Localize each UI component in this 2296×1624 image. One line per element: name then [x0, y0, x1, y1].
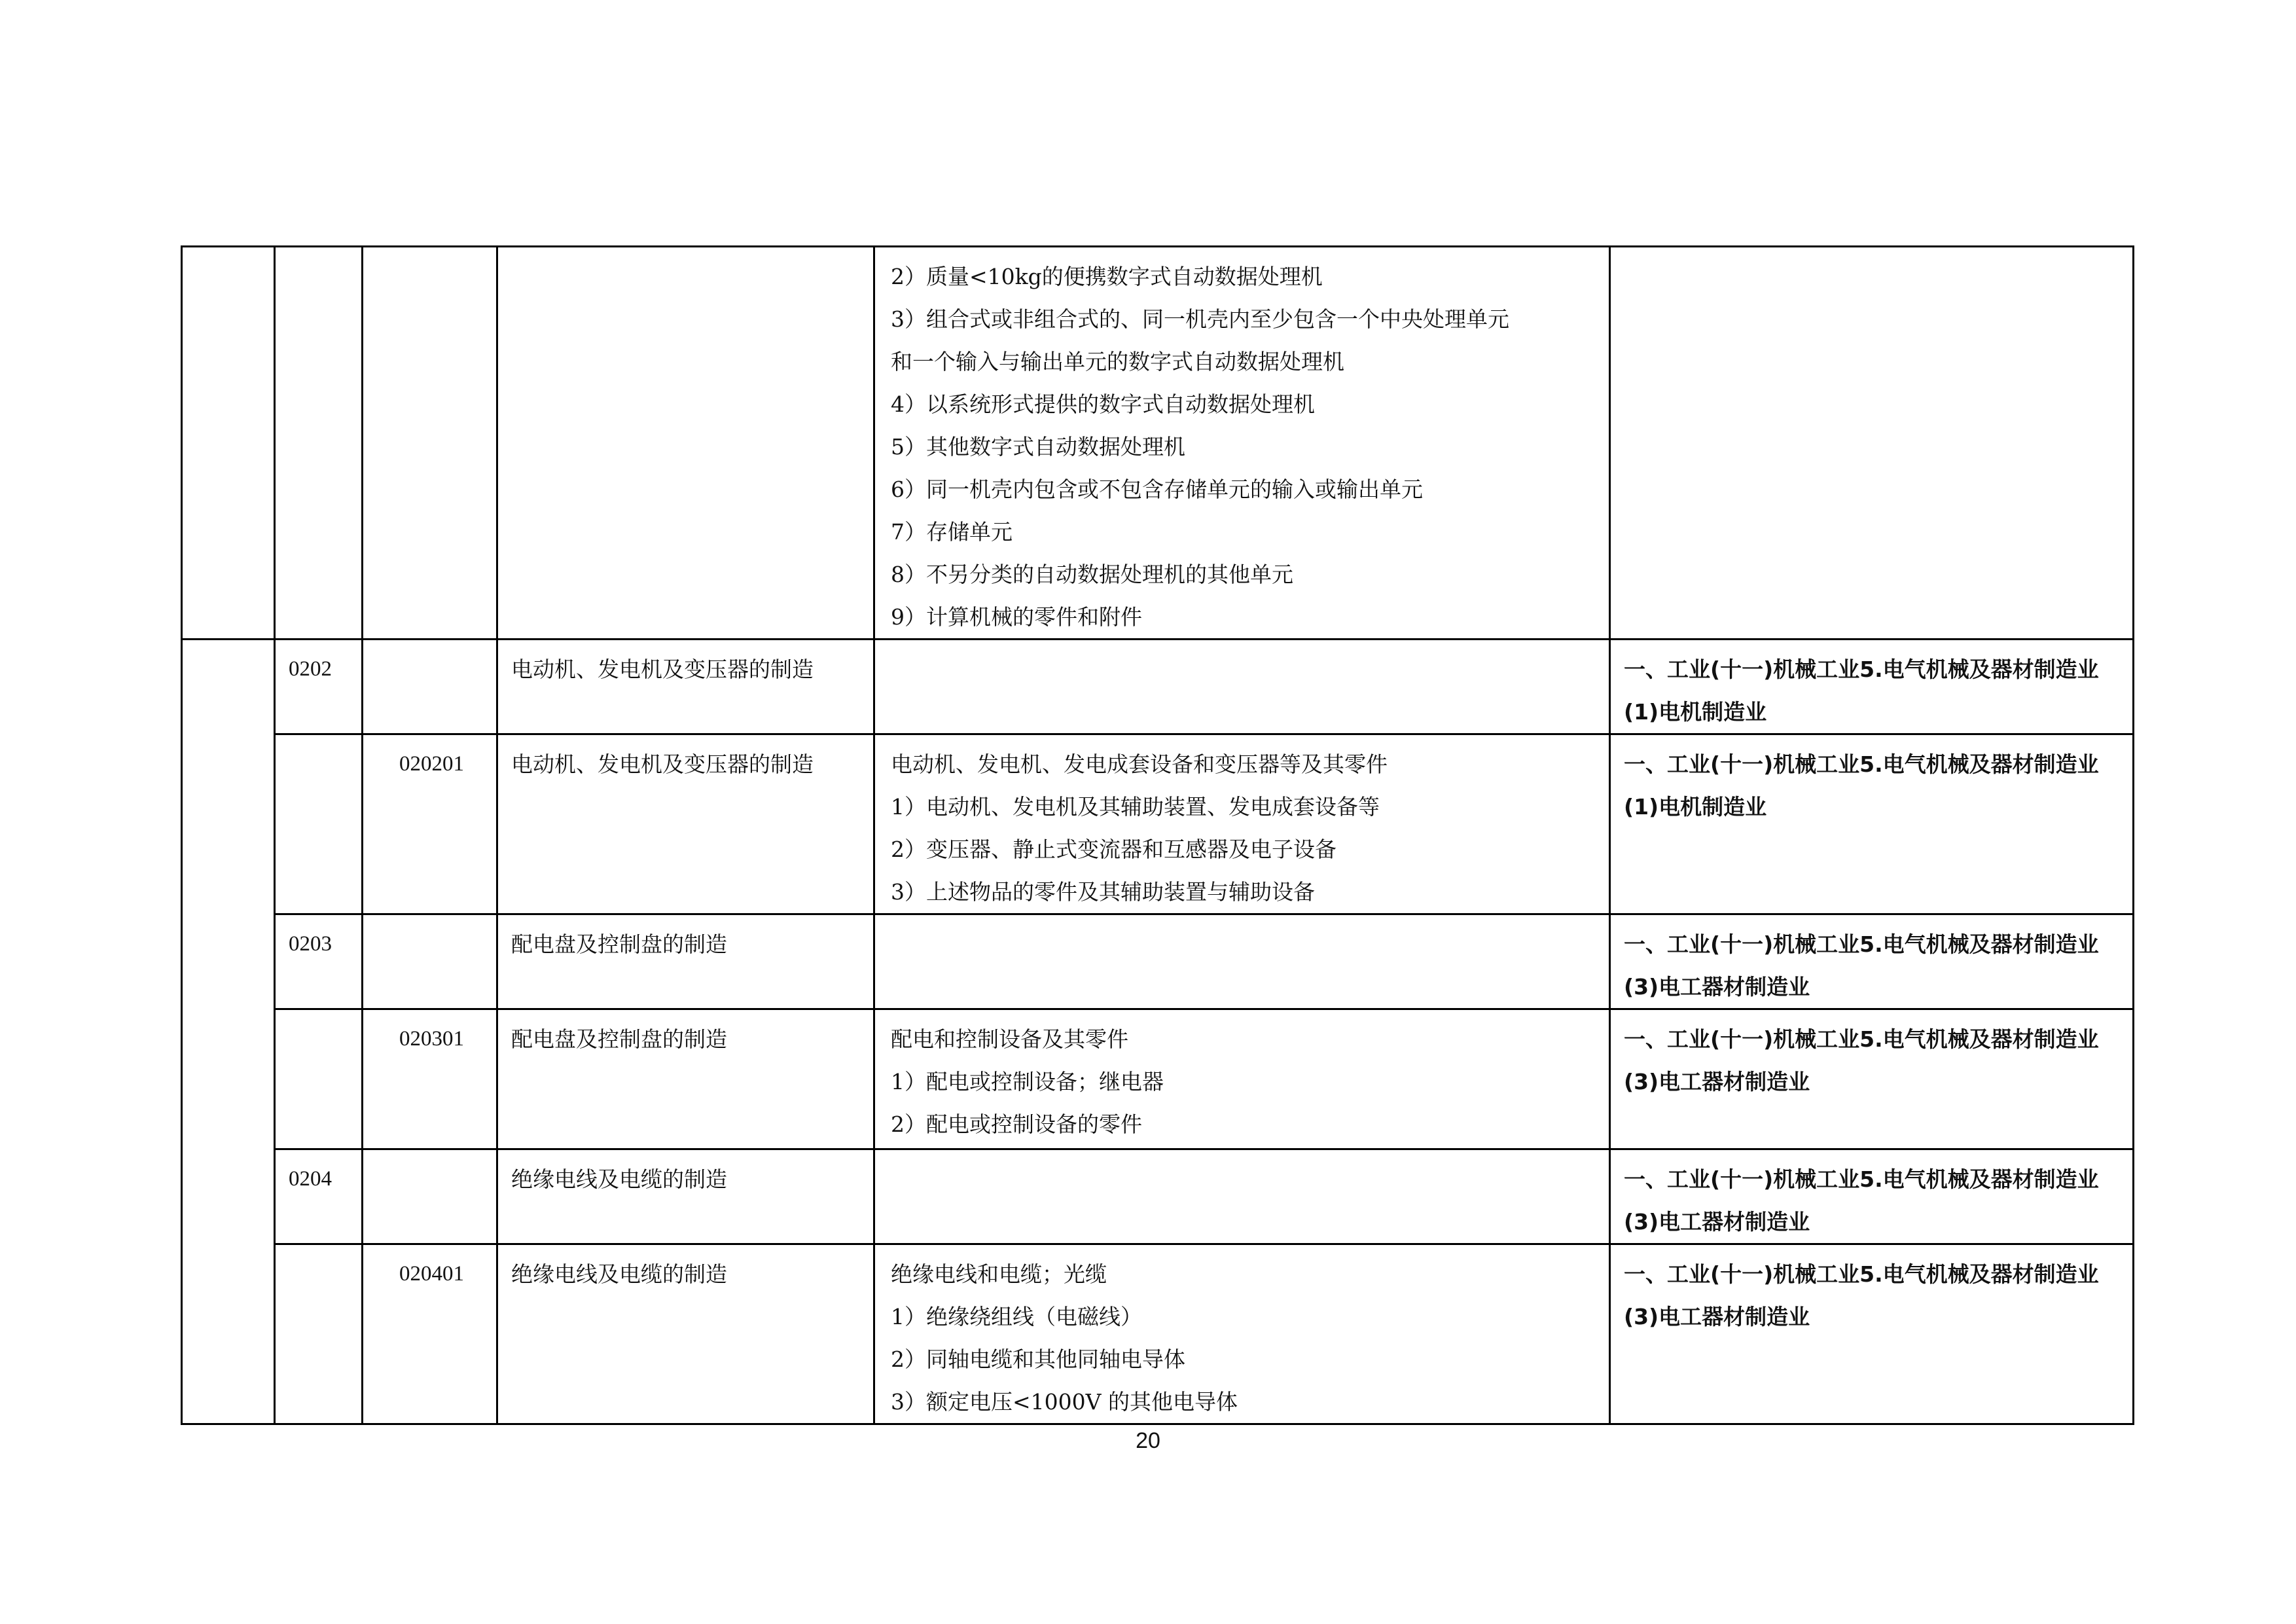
- empty-cell: [275, 1009, 363, 1149]
- list-item: 1）电动机、发电机及其辅助装置、发电成套设备等: [891, 794, 1380, 820]
- empty-cell: [182, 247, 275, 640]
- empty-cell: [363, 914, 497, 1009]
- empty-cell: [363, 247, 497, 640]
- table-row: [182, 640, 2134, 734]
- empty-cell: [874, 640, 1610, 734]
- table-row: [182, 734, 2134, 914]
- list-item: 3）组合式或非组合式的、同一机壳内至少包含一个中央处理单元: [891, 306, 1509, 332]
- product-list-cell: [874, 247, 1610, 640]
- group-name: 配电盘及控制盘的制造: [497, 914, 874, 1009]
- list-item: 5）其他数字式自动数据处理机: [891, 434, 1185, 460]
- empty-cell: [874, 914, 1610, 1009]
- sub-name: 电动机、发电机及变压器的制造: [497, 734, 874, 914]
- list-item: 7）存储单元: [891, 519, 1013, 545]
- empty-cell: [182, 640, 275, 1424]
- list-item: 6）同一机壳内包含或不包含存储单元的输入或输出单元: [891, 477, 1423, 502]
- list-item: 8）不另分类的自动数据处理机的其他单元: [891, 562, 1293, 587]
- list-item: 1）绝缘绕组线（电磁线）: [891, 1304, 1142, 1329]
- product-list-cell: [874, 734, 1610, 914]
- classification-table: [181, 245, 2134, 1425]
- list-item: 电动机、发电机、发电成套设备和变压器等及其零件: [891, 751, 1388, 777]
- reference-cell: 一、工业(十一)机械工业5.电气机械及器材制造业(3)电工器材制造业: [1610, 1244, 2134, 1424]
- sub-name: 绝缘电线及电缆的制造: [497, 1244, 874, 1424]
- list-item: 2）变压器、静止式变流器和互感器及电子设备: [891, 837, 1336, 862]
- table-row: [182, 914, 2134, 1009]
- sub-code: 020401: [363, 1244, 497, 1424]
- reference-cell: 一、工业(十一)机械工业5.电气机械及器材制造业(3)电工器材制造业: [1610, 1149, 2134, 1244]
- reference-cell: 一、工业(十一)机械工业5.电气机械及器材制造业(1)电机制造业: [1610, 734, 2134, 914]
- group-code: 0202: [275, 640, 363, 734]
- product-list-cell: [874, 1009, 1610, 1149]
- empty-cell: [275, 247, 363, 640]
- table-row: [182, 1244, 2134, 1424]
- table-row: [182, 247, 2134, 640]
- table-row: [182, 1149, 2134, 1244]
- reference-cell: 一、工业(十一)机械工业5.电气机械及器材制造业(3)电工器材制造业: [1610, 1009, 2134, 1149]
- sub-name: 配电盘及控制盘的制造: [497, 1009, 874, 1149]
- group-code: 0204: [275, 1149, 363, 1244]
- empty-cell: [275, 734, 363, 914]
- empty-cell: [275, 1244, 363, 1424]
- list-item: 2）同轴电缆和其他同轴电导体: [891, 1346, 1185, 1372]
- list-item: 3）额定电压<1000V 的其他电导体: [891, 1389, 1238, 1415]
- list-item: 绝缘电线和电缆；光缆: [891, 1261, 1107, 1287]
- list-item: 2）配电或控制设备的零件: [891, 1111, 1142, 1137]
- list-item: 1）配电或控制设备；继电器: [891, 1069, 1164, 1094]
- list-item: 9）计算机械的零件和附件: [891, 604, 1142, 630]
- empty-cell: [497, 247, 874, 640]
- empty-cell: [1610, 247, 2134, 640]
- list-item: 3）上述物品的零件及其辅助装置与辅助设备: [891, 879, 1315, 905]
- product-list-cell: [874, 1244, 1610, 1424]
- group-name: 绝缘电线及电缆的制造: [497, 1149, 874, 1244]
- empty-cell: [363, 640, 497, 734]
- list-item: 和一个输入与输出单元的数字式自动数据处理机: [891, 349, 1344, 374]
- table-row: [182, 1009, 2134, 1149]
- group-code: 0203: [275, 914, 363, 1009]
- empty-cell: [363, 1149, 497, 1244]
- list-item: 4）以系统形式提供的数字式自动数据处理机: [891, 391, 1315, 417]
- reference-cell: 一、工业(十一)机械工业5.电气机械及器材制造业(3)电工器材制造业: [1610, 914, 2134, 1009]
- sub-code: 020301: [363, 1009, 497, 1149]
- page-number: 20: [1136, 1428, 1160, 1453]
- sub-code: 020201: [363, 734, 497, 914]
- empty-cell: [874, 1149, 1610, 1244]
- list-item: 2）质量<10kg的便携数字式自动数据处理机: [891, 264, 1323, 289]
- reference-cell: 一、工业(十一)机械工业5.电气机械及器材制造业(1)电机制造业: [1610, 640, 2134, 734]
- group-name: 电动机、发电机及变压器的制造: [497, 640, 874, 734]
- list-item: 配电和控制设备及其零件: [891, 1026, 1128, 1052]
